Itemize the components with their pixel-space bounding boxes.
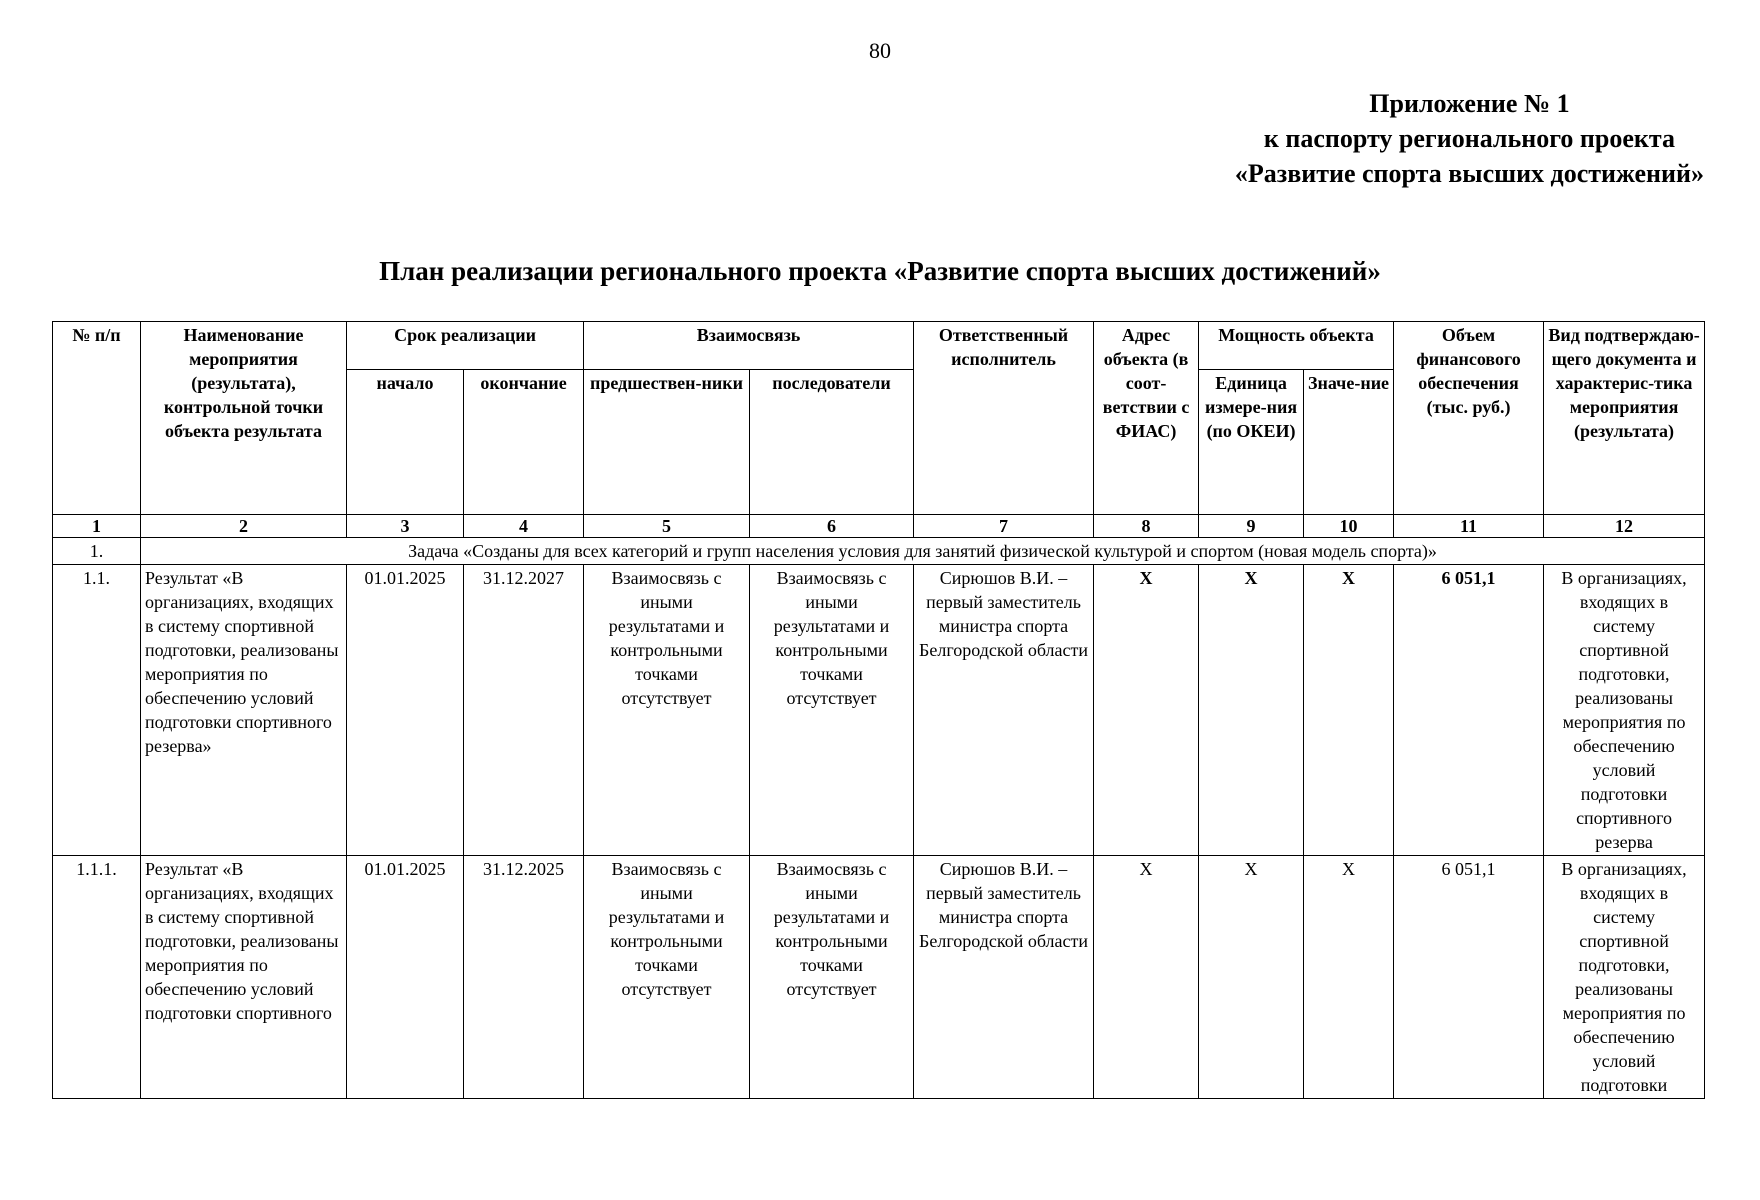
row-unit: Х: [1199, 565, 1304, 856]
row-value: Х: [1304, 856, 1394, 1099]
row-financing: 6 051,1: [1394, 565, 1544, 856]
row-address: Х: [1094, 565, 1199, 856]
row-end: 31.12.2027: [464, 565, 584, 856]
col-number: 7: [914, 515, 1094, 538]
row-start: 01.01.2025: [347, 856, 464, 1099]
row-name: Результат «В организациях, входящих в систему спортивной подготовки, реализованы мероприятия по обеспечению условий подготовки спортивного: [141, 856, 347, 1099]
header-end: окончание: [464, 370, 584, 515]
row-financing: 6 051,1: [1394, 856, 1544, 1099]
header-start: начало: [347, 370, 464, 515]
row-document: В организациях, входящих в систему спортивной подготовки, реализованы мероприятия по обеспечению условий подготовки спортивного резерва: [1544, 565, 1705, 856]
col-number: 3: [347, 515, 464, 538]
row-document: В организациях, входящих в систему спортивной подготовки, реализованы мероприятия по обеспечению условий подготовки: [1544, 856, 1705, 1099]
header-name: Наименование мероприятия (результата), контрольной точки объекта результата: [141, 322, 347, 515]
table-row: [53, 856, 1705, 1099]
col-number: 2: [141, 515, 347, 538]
row-name: Результат «В организациях, входящих в систему спортивной подготовки, реализованы мероприятия по обеспечению условий подготовки спортивного резерва»: [141, 565, 347, 856]
row-value: Х: [1304, 565, 1394, 856]
row-responsible: Сирюшов В.И. – первый заместитель министра спорта Белгородской области: [914, 856, 1094, 1099]
col-number: 6: [750, 515, 914, 538]
row-num: 1.1.: [53, 565, 141, 856]
row-num: 1.1.1.: [53, 856, 141, 1099]
implementation-plan-table: [52, 321, 1705, 1099]
header-value: Значе-ние: [1304, 370, 1394, 515]
annex-header: [1235, 86, 1704, 191]
task-num: 1.: [53, 538, 141, 565]
row-predecessors: Взаимосвязь с иными результатами и контрольными точками отсутствует: [584, 565, 750, 856]
col-number: 8: [1094, 515, 1199, 538]
column-numbers-row: [53, 515, 1705, 538]
col-number: 4: [464, 515, 584, 538]
col-number: 9: [1199, 515, 1304, 538]
page-number: 80: [869, 38, 891, 63]
header-successors: последователи: [750, 370, 914, 515]
header-predecessors: предшествен-ники: [584, 370, 750, 515]
row-start: 01.01.2025: [347, 565, 464, 856]
header-link: Взаимосвязь: [584, 322, 914, 370]
header-num: № п/п: [53, 322, 141, 515]
plan-title: План реализации регионального проекта «Развитие спорта высших достижений»: [379, 256, 1381, 286]
annex-line-3: «Развитие спорта высших достижений»: [1234, 159, 1704, 188]
header-address: Адрес объекта (в соот-ветствии с ФИАС): [1094, 322, 1199, 515]
row-successors: Взаимосвязь с иными результатами и контрольными точками отсутствует: [750, 856, 914, 1099]
row-end: 31.12.2025: [464, 856, 584, 1099]
task-row: [53, 538, 1705, 565]
row-successors: Взаимосвязь с иными результатами и контрольными точками отсутствует: [750, 565, 914, 856]
col-number: 11: [1394, 515, 1544, 538]
task-text: Задача «Созданы для всех категорий и групп населения условия для занятий физической культурой и спортом (новая модель спорта)»: [141, 538, 1705, 565]
col-number: 1: [53, 515, 141, 538]
row-predecessors: Взаимосвязь с иными результатами и контрольными точками отсутствует: [584, 856, 750, 1099]
annex-line-1: Приложение № 1: [1369, 89, 1570, 118]
header-capacity: Мощность объекта: [1199, 322, 1394, 370]
row-unit: Х: [1199, 856, 1304, 1099]
header-responsible: Ответственный исполнитель: [914, 322, 1094, 515]
header-unit: Единица измере-ния (по ОКЕИ): [1199, 370, 1304, 515]
row-address: Х: [1094, 856, 1199, 1099]
header-period: Срок реализации: [347, 322, 584, 370]
col-number: 10: [1304, 515, 1394, 538]
col-number: 5: [584, 515, 750, 538]
row-responsible: Сирюшов В.И. – первый заместитель министра спорта Белгородской области: [914, 565, 1094, 856]
annex-line-2: к паспорту регионального проекта: [1263, 124, 1675, 153]
table-row: [53, 565, 1705, 856]
header-document: Вид подтверждаю-щего документа и характерис-тика мероприятия (результата): [1544, 322, 1705, 515]
header-financing: Объем финансового обеспечения (тыс. руб.): [1394, 322, 1544, 515]
col-number: 12: [1544, 515, 1705, 538]
